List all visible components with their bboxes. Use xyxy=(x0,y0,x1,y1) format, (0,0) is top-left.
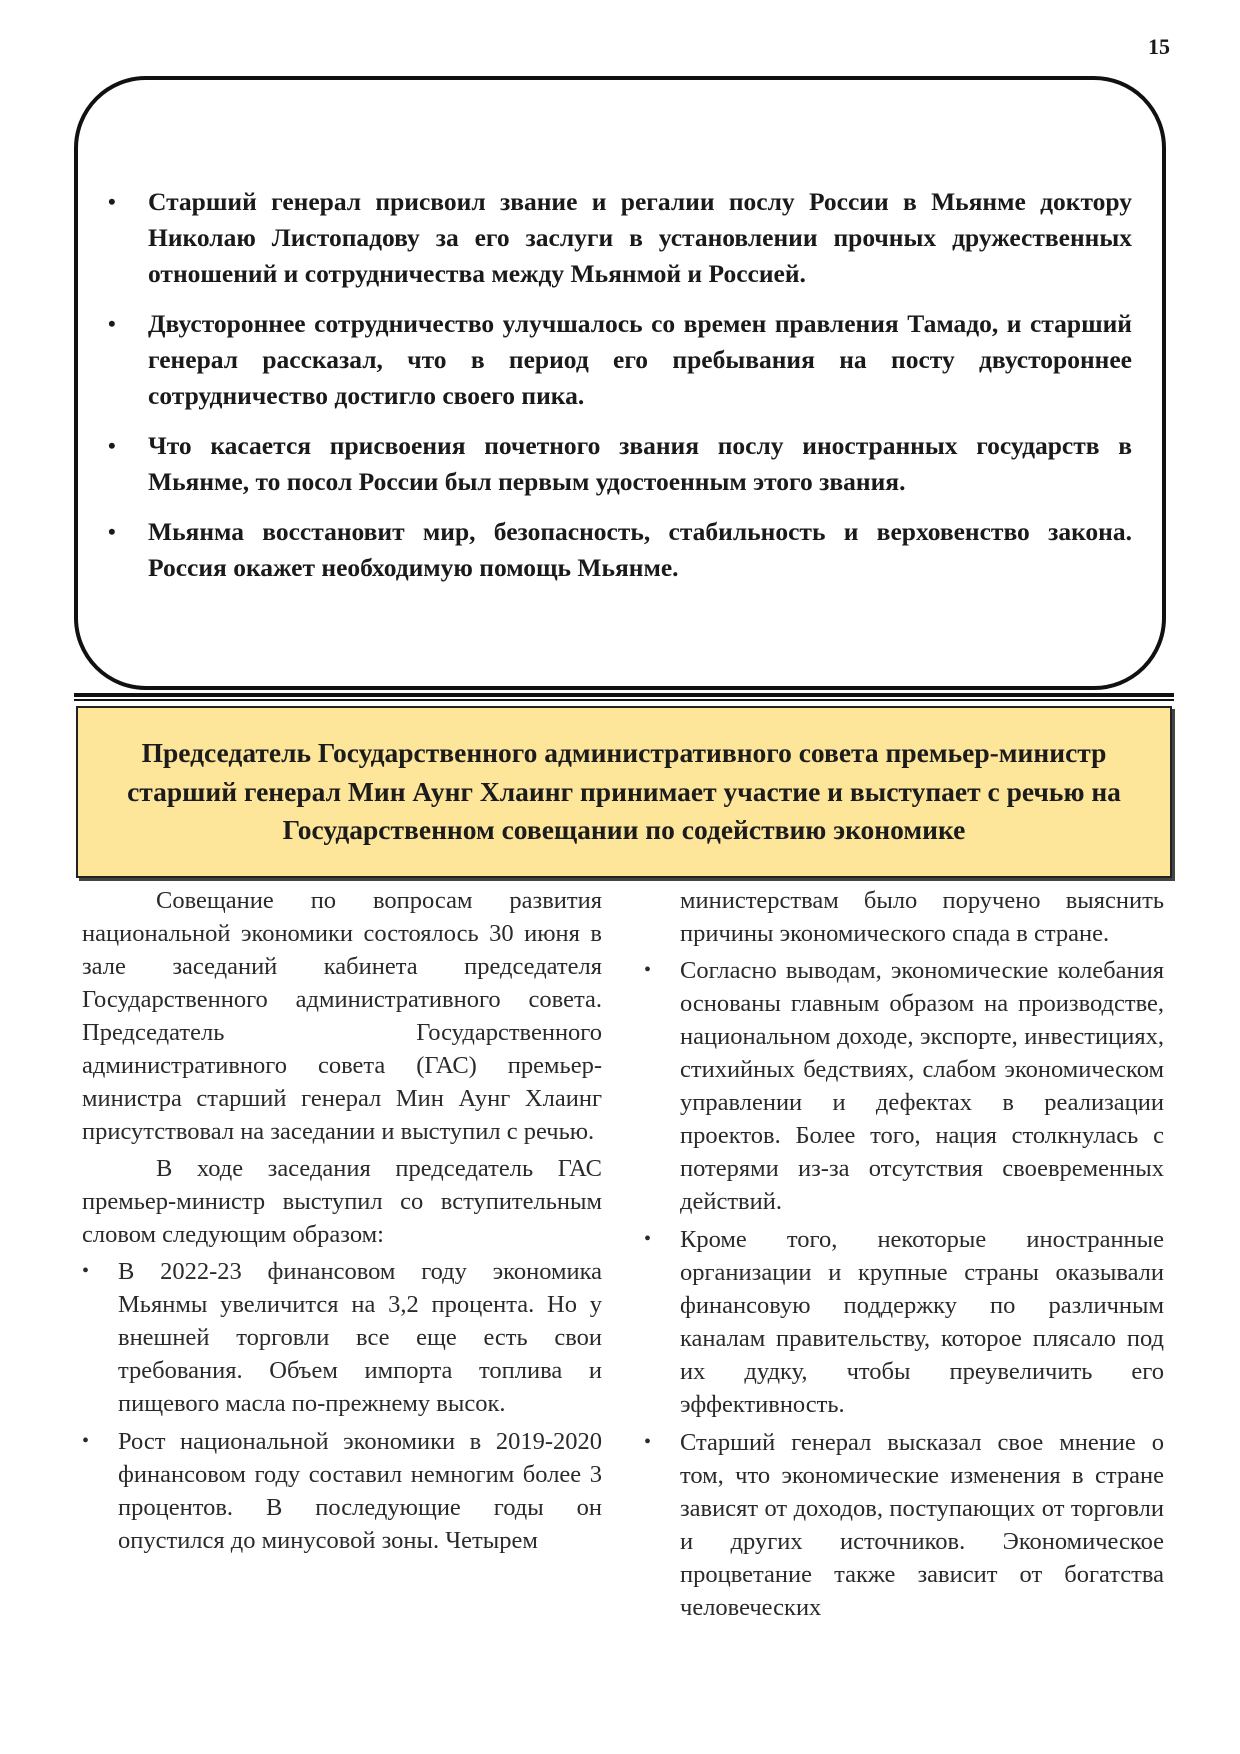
page-number: 15 xyxy=(1148,34,1170,59)
bullet-item xyxy=(82,1425,602,1557)
summary-item xyxy=(108,184,1132,292)
bullet-icon: • xyxy=(644,959,652,981)
bullet-icon: • xyxy=(108,519,116,544)
bullet-item xyxy=(644,1223,1164,1421)
bullet-item-text: Старший генерал высказал свое мнение о том, что экономические изменения в стране зависят от доходов, поступающих от торговли и других источников. Экономическое процветание также зависит от богатства человеческих xyxy=(680,1429,1164,1621)
summary-item xyxy=(108,428,1132,500)
bullet-item-text: Кроме того, некоторые иностранные организации и крупные страны оказывали финансовую поддержку по различным каналам правительству, которое плясало под их дудку, чтобы преувеличить его эффективность. xyxy=(680,1226,1164,1418)
headline-banner xyxy=(76,706,1172,878)
summary-item xyxy=(108,306,1132,414)
summary-item-text: Двустороннее сотрудничество улучшалось со времен правления Тамадо, и старший генерал рассказал, что в период его пребывания на посту двустороннее сотрудничество достигло своего пика. xyxy=(148,309,1132,410)
summary-item xyxy=(108,514,1132,586)
bullet-list xyxy=(82,1255,602,1557)
bullet-item xyxy=(644,1426,1164,1624)
summary-list xyxy=(108,184,1132,600)
bullet-icon: • xyxy=(644,1431,652,1453)
bullet-list xyxy=(644,954,1164,1624)
summary-item-text: Что касается присвоения почетного звания послу иностранных государств в Мьянме, то посол России был первым удостоенным этого звания. xyxy=(148,431,1132,496)
continued-paragraph: министерствам было поручено выяснить причины экономического спада в стране. xyxy=(680,887,1164,947)
bullet-icon: • xyxy=(644,1228,652,1250)
bullet-item-text: Рост национальной экономики в 2019-2020 финансовом году составил немногим более 3 процентов. В последующие годы он опустился до минусовой зоны. Четырем xyxy=(118,1428,602,1554)
right-column xyxy=(644,884,1164,1629)
article-headline: Председатель Государственного административного совета премьер-министр старший генерал Мин Аунг Хлаинг принимает участие и выступает с речью на Государственном совещании по содействию экономике xyxy=(127,737,1121,846)
bullet-icon: • xyxy=(108,311,116,336)
bullet-icon: • xyxy=(108,189,116,214)
bullet-item-text: Согласно выводам, экономические колебания основаны главным образом на производстве, национальном доходе, экспорте, инвестициях, стихийных бедствиях, слабом экономическом управлении и дефектах в реализации проектов. Более того, нация столкнулась с потерями из-за отсутствия своевременных действий. xyxy=(680,957,1164,1215)
bullet-item-text: В 2022-23 финансовом году экономика Мьянмы увеличится на 3,2 процента. Но у внешней торговли все еще есть свои требования. Объем импорта топлива и пищевого масла по-прежнему высок. xyxy=(118,1258,602,1417)
body-paragraph: Совещание по вопросам развития национальной экономики состоялось 30 июня в зале заседаний кабинета председателя Государственного административного совета. Председатель Государственного административного совета (ГАС) премьер-министра старший генерал Мин Аунг Хлаинг присутствовал на заседании и выступил с речью. xyxy=(82,887,602,1145)
body-paragraph: В ходе заседания председатель ГАС премьер-министр выступил со вступительным словом следующим образом: xyxy=(82,1155,602,1248)
summary-box xyxy=(74,76,1166,690)
summary-item-text: Старший генерал присвоил звание и регалии послу России в Мьянме доктору Николаю Листопадову за его заслуги в установлении прочных дружественных отношений и сотрудничества между Мьянмой и Россией. xyxy=(148,187,1132,288)
bullet-icon: • xyxy=(108,433,116,458)
bullet-icon: • xyxy=(82,1430,90,1452)
bullet-icon: • xyxy=(82,1260,90,1282)
bullet-item xyxy=(644,954,1164,1218)
bullet-item xyxy=(82,1255,602,1420)
summary-item-text: Мьянма восстановит мир, безопасность, стабильность и верховенство закона. Россия окажет необходимую помощь Мьянме. xyxy=(148,517,1132,582)
section-divider xyxy=(74,693,1174,701)
left-column xyxy=(82,884,602,1562)
